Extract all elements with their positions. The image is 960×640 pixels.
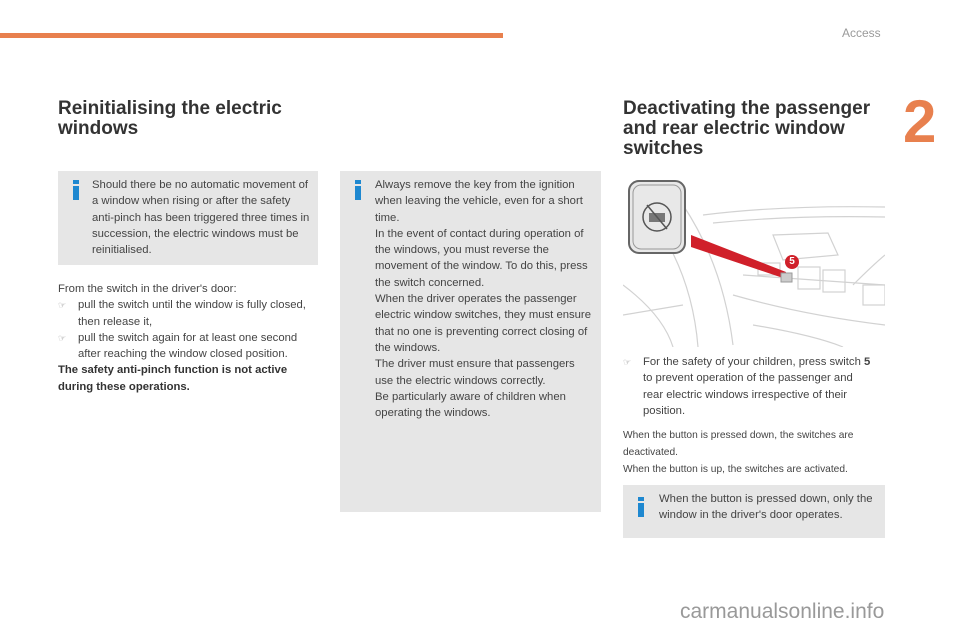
info-icon — [73, 180, 79, 200]
right-heading: Deactivating the passenger and rear electric window switches — [623, 98, 871, 159]
info-box-driver-window — [623, 485, 885, 538]
info-paragraph: Always remove the key from the ignition when leaving the vehicle, even for a short time. — [375, 179, 583, 224]
info-text: Should there be no automatic movement of a window when rising or after the safety anti-pinch has been triggered three times in succession, the electric windows must be reinitialised. — [92, 179, 310, 257]
info-paragraph: The driver must ensure that passengers use the electric windows correctly. — [375, 358, 575, 387]
info-icon — [638, 497, 644, 517]
watermark: carmanualsonline.info — [680, 600, 885, 623]
info-box-reinit — [58, 171, 318, 265]
switch-state-notes — [623, 427, 885, 478]
pointing-hand-icon: ☞ — [623, 357, 632, 367]
info-text: When the button is pressed down, only the window in the driver's door operates. — [659, 493, 873, 522]
note-up: When the button is up, the switches are activated. — [623, 464, 848, 475]
door-switch-illustration — [623, 175, 885, 347]
note-pressed: When the button is pressed down, the switches are deactivated. — [623, 430, 854, 458]
step-1: ☞ pull the switch until the window is fully closed, then release it, — [58, 299, 306, 328]
section-title: Access — [842, 26, 881, 40]
info-paragraph: In the event of contact during operation of the windows, you must reverse the movement of the window. To do this, press the switch concerned. — [375, 227, 588, 289]
intro-text: From the switch in the driver's door: — [58, 283, 237, 295]
pointing-hand-icon: ☞ — [58, 332, 67, 343]
step-deactivate: ☞ For the safety of your children, press switch 5 to prevent operation of the passenger and rear electric windows irrespective of their position. — [623, 356, 871, 417]
callout-5-badge: 5 — [785, 255, 799, 269]
info-box-safety — [340, 171, 601, 512]
chapter-number: 2 — [903, 88, 937, 155]
info-icon — [355, 180, 361, 200]
header-accent-bar — [0, 33, 503, 38]
right-body — [623, 354, 873, 419]
left-heading: Reinitialising the electric windows — [58, 98, 282, 139]
left-body — [58, 281, 318, 395]
step-2: ☞ pull the switch again for at least one second after reaching the window closed position. — [58, 331, 298, 361]
pointing-hand-icon: ☞ — [58, 300, 67, 311]
info-paragraph: When the driver operates the passenger electric window switches, they must ensure that no one is preventing correct closing of the windows. — [375, 293, 591, 354]
warning-text: The safety anti-pinch function is not active during these operations. — [58, 364, 288, 393]
info-paragraph: Be particularly aware of children when operating the windows. — [375, 390, 566, 420]
